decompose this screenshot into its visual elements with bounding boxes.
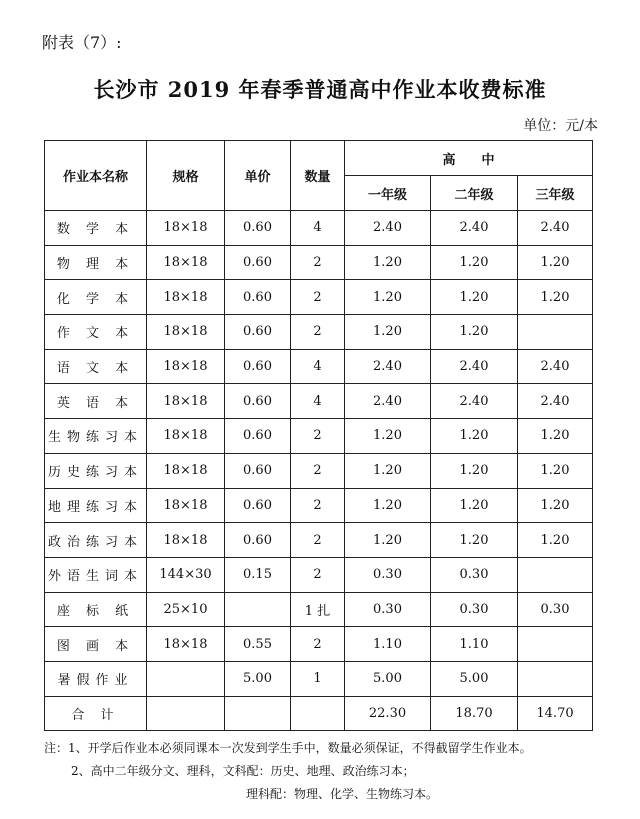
cell-g1: 1.20	[345, 315, 431, 350]
header-grade-2: 二年级	[431, 176, 518, 211]
cell-qty: 2	[291, 419, 345, 454]
cell-qty: 2	[291, 627, 345, 662]
cell-g1: 1.10	[345, 627, 431, 662]
cell-name: 化 学 本	[45, 280, 147, 315]
cell-price: 0.55	[225, 627, 291, 662]
cell-g2: 2.40	[431, 349, 518, 384]
cell-qty: 4	[291, 211, 345, 246]
page-title: 长沙市 2019 年春季普通高中作业本收费标准	[93, 77, 547, 102]
cell-name: 座 标 纸	[45, 592, 147, 627]
cell-g2: 1.10	[431, 627, 518, 662]
cell-qty: 2	[291, 557, 345, 592]
note-3: 理科配：物理、化学、生物练习本。	[246, 787, 439, 801]
cell-g1: 1.20	[345, 453, 431, 488]
table-row	[45, 245, 593, 280]
table-row	[45, 280, 593, 315]
note-2: 2、高中二年级分文、理科，文科配：历史、地理、政治练习本；	[71, 764, 415, 778]
cell-price	[225, 696, 291, 731]
cell-g2: 0.30	[431, 557, 518, 592]
cell-price: 5.00	[225, 661, 291, 696]
fee-table-body	[45, 211, 593, 731]
cell-g1: 1.20	[345, 280, 431, 315]
notes	[44, 737, 532, 806]
cell-g1: 1.20	[345, 245, 431, 280]
cell-price: 0.60	[225, 245, 291, 280]
cell-price: 0.60	[225, 453, 291, 488]
cell-g3: 0.30	[518, 592, 593, 627]
cell-spec	[147, 661, 225, 696]
cell-name: 物 理 本	[45, 245, 147, 280]
cell-g1: 0.30	[345, 557, 431, 592]
cell-g2: 1.20	[431, 315, 518, 350]
cell-g2: 5.00	[431, 661, 518, 696]
table-row	[45, 557, 593, 592]
header-high-school: 高 中	[345, 141, 593, 176]
cell-price: 0.60	[225, 211, 291, 246]
cell-g1: 2.40	[345, 349, 431, 384]
cell-g2: 1.20	[431, 453, 518, 488]
cell-g3: 2.40	[518, 349, 593, 384]
cell-g1: 1.20	[345, 523, 431, 558]
table-row	[45, 523, 593, 558]
cell-qty: 2	[291, 453, 345, 488]
cell-price: 0.60	[225, 419, 291, 454]
cell-spec: 144×30	[147, 557, 225, 592]
cell-price: 0.60	[225, 349, 291, 384]
fee-table	[44, 140, 593, 731]
cell-qty: 4	[291, 349, 345, 384]
cell-g3: 1.20	[518, 488, 593, 523]
cell-g3: 1.20	[518, 453, 593, 488]
cell-g3: 2.40	[518, 384, 593, 419]
cell-price	[225, 592, 291, 627]
header-grade-3: 三年级	[518, 176, 593, 211]
cell-name: 历史练习本	[45, 453, 147, 488]
cell-spec: 18×18	[147, 523, 225, 558]
cell-g3	[518, 661, 593, 696]
cell-name: 作 文 本	[45, 315, 147, 350]
cell-g2: 1.20	[431, 523, 518, 558]
cell-g2: 18.70	[431, 696, 518, 731]
cell-name: 政治练习本	[45, 523, 147, 558]
header-price: 单价	[225, 141, 291, 211]
cell-qty: 1 扎	[291, 592, 345, 627]
cell-g3: 14.70	[518, 696, 593, 731]
cell-g2: 1.20	[431, 488, 518, 523]
cell-spec: 18×18	[147, 245, 225, 280]
cell-g3	[518, 627, 593, 662]
unit-note: 单位：元/本	[523, 118, 598, 134]
cell-g2: 1.20	[431, 280, 518, 315]
table-row	[45, 488, 593, 523]
cell-g2: 0.30	[431, 592, 518, 627]
table-row	[45, 384, 593, 419]
table-row	[45, 627, 593, 662]
header-name: 作业本名称	[45, 141, 147, 211]
cell-g3: 1.20	[518, 419, 593, 454]
cell-g1: 0.30	[345, 592, 431, 627]
cell-spec: 18×18	[147, 315, 225, 350]
cell-spec: 18×18	[147, 384, 225, 419]
table-row	[45, 661, 593, 696]
cell-g3: 1.20	[518, 523, 593, 558]
note-1: 注：1、开学后作业本必须同课本一次发到学生手中，数量必须保证，不得截留学生作业本。	[44, 741, 532, 755]
cell-name: 合 计	[45, 696, 147, 731]
cell-g1: 2.40	[345, 384, 431, 419]
cell-spec: 25×10	[147, 592, 225, 627]
cell-name: 语 文 本	[45, 349, 147, 384]
cell-spec: 18×18	[147, 453, 225, 488]
cell-price: 0.60	[225, 488, 291, 523]
cell-price: 0.60	[225, 280, 291, 315]
cell-qty: 4	[291, 384, 345, 419]
cell-g2: 1.20	[431, 419, 518, 454]
cell-name: 数 学 本	[45, 211, 147, 246]
table-row	[45, 592, 593, 627]
cell-g3: 1.20	[518, 280, 593, 315]
table-row	[45, 453, 593, 488]
cell-g1: 5.00	[345, 661, 431, 696]
header-spec: 规格	[147, 141, 225, 211]
cell-spec: 18×18	[147, 349, 225, 384]
cell-qty: 2	[291, 523, 345, 558]
cell-g1: 1.20	[345, 488, 431, 523]
cell-spec: 18×18	[147, 419, 225, 454]
cell-g3	[518, 557, 593, 592]
table-row	[45, 349, 593, 384]
cell-g2: 2.40	[431, 211, 518, 246]
table-row	[45, 211, 593, 246]
cell-g1: 22.30	[345, 696, 431, 731]
cell-g2: 2.40	[431, 384, 518, 419]
cell-qty	[291, 696, 345, 731]
cell-qty: 2	[291, 245, 345, 280]
cell-qty: 2	[291, 488, 345, 523]
cell-g2: 1.20	[431, 245, 518, 280]
table-row	[45, 696, 593, 731]
cell-spec: 18×18	[147, 211, 225, 246]
cell-name: 生物练习本	[45, 419, 147, 454]
cell-qty: 2	[291, 280, 345, 315]
cell-price: 0.60	[225, 384, 291, 419]
cell-spec: 18×18	[147, 280, 225, 315]
cell-g1: 2.40	[345, 211, 431, 246]
cell-qty: 1	[291, 661, 345, 696]
header-grade-1: 一年级	[345, 176, 431, 211]
cell-price: 0.60	[225, 523, 291, 558]
cell-name: 图 画 本	[45, 627, 147, 662]
attachment-label: 附表（7）:	[42, 33, 122, 52]
cell-spec: 18×18	[147, 627, 225, 662]
table-row	[45, 419, 593, 454]
cell-name: 外语生词本	[45, 557, 147, 592]
header-qty: 数量	[291, 141, 345, 211]
cell-g3: 1.20	[518, 245, 593, 280]
cell-spec: 18×18	[147, 488, 225, 523]
cell-qty: 2	[291, 315, 345, 350]
table-row	[45, 315, 593, 350]
cell-name: 地理练习本	[45, 488, 147, 523]
cell-g3: 2.40	[518, 211, 593, 246]
cell-price: 0.60	[225, 315, 291, 350]
cell-name: 英 语 本	[45, 384, 147, 419]
cell-name: 暑假作业	[45, 661, 147, 696]
cell-price: 0.15	[225, 557, 291, 592]
cell-g1: 1.20	[345, 419, 431, 454]
cell-g3	[518, 315, 593, 350]
cell-spec	[147, 696, 225, 731]
